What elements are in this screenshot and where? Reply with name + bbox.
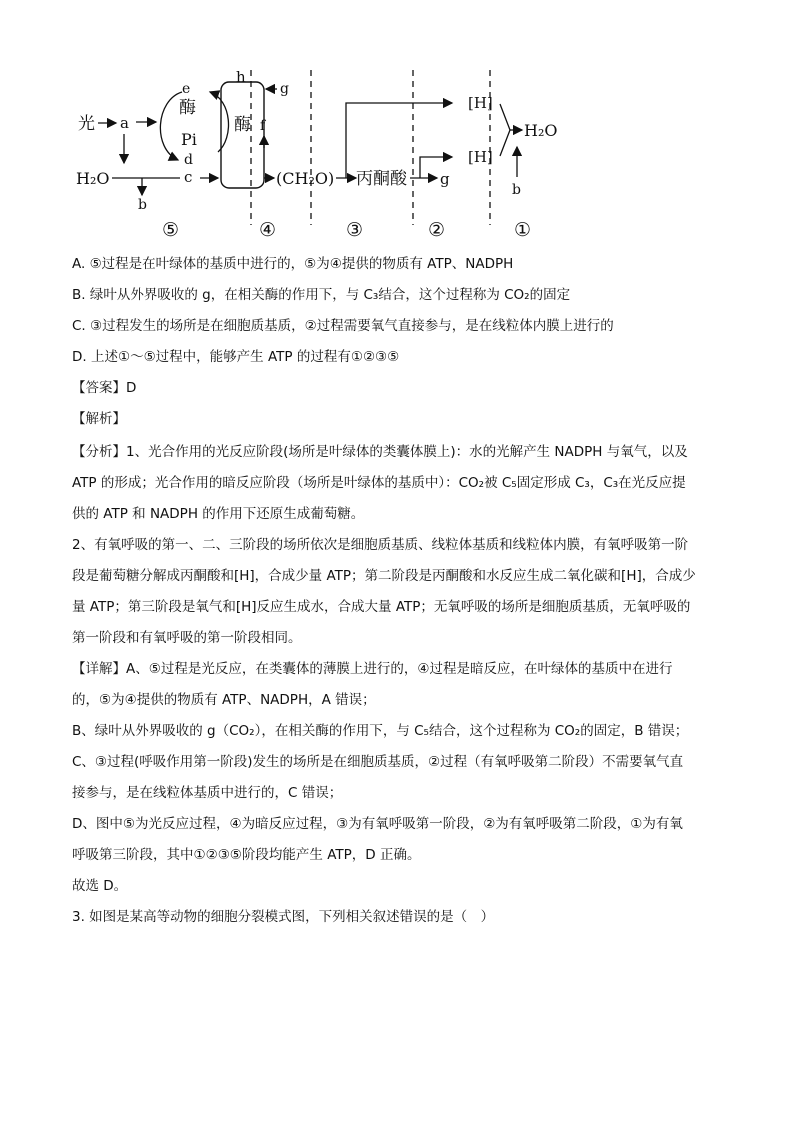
label-h-bracket-top: [H] [468,94,493,112]
option-c: C. ③过程发生的场所是在细胞质基质，②过程需要氧气直接参与，是在线粒体内膜上进行的 [72,318,614,334]
detail-line: C、③过程(呼吸作用第一阶段)发生的场所是在细胞质基质，②过程（有氧呼吸第二阶段）不需要氧气直 [72,754,684,770]
analysis-line: 供的 ATP 和 NADPH 的作用下还原生成葡萄糖。 [72,506,365,522]
analysis-line: 段是葡萄糖分解成丙酮酸和[H]，合成少量 ATP；第二阶段是丙酮酸和水反应生成二氧化碳和[H]，合成少 [72,568,696,584]
label-b-left: b [138,197,147,213]
analysis-paragraph-2 [72,530,722,654]
analysis-line: 【分析】1、光合作用的光反应阶段(场所是叶绿体的类囊体膜上)：水的光解产生 NADPH 与氧气，以及 [72,444,688,460]
label-pyruvate: 丙酮酸 [356,169,407,189]
analysis-line: 量 ATP；第三阶段是氧气和[H]反应生成水，合成大量 ATP；无氧呼吸的场所是细胞质基质，无氧呼吸的 [72,599,691,615]
h2o-right: H₂O [524,121,558,140]
h2o-left: H₂O [76,169,110,188]
detail-line: 接参与，是在线粒体基质中进行的，C 错误； [72,785,343,801]
label-b-right: b [512,182,521,198]
analysis-paragraph-1 [72,437,722,530]
detail-line: D、图中⑤为光反应过程，④为暗反应过程，③为有氧呼吸第一阶段，②为有氧呼吸第二阶段，①为有氧 [72,816,683,832]
stage-1-label: ① [514,219,532,241]
enzyme-label-1: 酶 [179,98,196,118]
stage-2-label: ② [428,219,446,241]
analysis-heading: 【解析】 [72,411,126,427]
label-h-bracket-bottom: [H] [468,148,493,166]
stage-3-label: ③ [346,219,364,241]
detail-line: B、绿叶从外界吸收的 g（CO₂），在相关酶的作用下，与 C₅结合，这个过程称为 CO₂的固定，B 错误； [72,723,689,739]
stage-4-label: ④ [259,219,277,241]
photosynthesis-respiration-diagram [60,60,600,250]
option-a: A. ⑤过程是在叶绿体的基质中进行的，⑤为④提供的物质有 ATP、NADPH [72,256,514,272]
analysis-line: 2、有氧呼吸的第一、二、三阶段的场所依次是细胞质基质、线粒体基质和线粒体内膜，有氧呼吸第一阶 [72,537,689,553]
label-f: f [260,118,266,134]
label-g-mid: g [440,170,450,188]
detail-paragraph [72,654,722,871]
enzyme-label-2: 酶 [234,115,251,135]
label-h: h [236,68,246,86]
detail-line: 【详解】A、⑤过程是光反应，在类囊体的薄膜上进行的，④过程是暗反应，在叶绿体的基质中在进行 [72,661,673,677]
conclusion-line: 故选 D。 [72,878,128,894]
next-question: 3. 如图是某高等动物的细胞分裂模式图，下列相关叙述错误的是（ ） [72,909,495,925]
detail-line: 的，⑤为④提供的物质有 ATP、NADPH，A 错误； [72,692,376,708]
light-label: 光 [78,114,95,134]
label-c: c [184,168,193,186]
label-a: a [120,114,129,132]
option-d: D. 上述①～⑤过程中，能够产生 ATP 的过程有①②③⑤ [72,349,400,365]
label-g-top: g [280,81,289,97]
label-pi: Pi [181,130,197,149]
option-b: B. 绿叶从外界吸收的 g，在相关酶的作用下，与 C₃结合，这个过程称为 CO₂的固定 [72,287,571,303]
label-e: e [182,81,191,97]
answer-line: 【答案】D [72,380,137,396]
label-ch2o: (CH₂O) [276,169,335,188]
label-d: d [184,152,193,168]
analysis-line: 第一阶段和有氧呼吸的第一阶段相同。 [72,630,302,646]
stage-5-label: ⑤ [162,219,180,241]
analysis-line: ATP 的形成；光合作用的暗反应阶段（场所是叶绿体的基质中）：CO₂被 C₅固定形成 C₃，C₃在光反应提 [72,475,686,491]
detail-line: 呼吸第三阶段，其中①②③⑤阶段均能产生 ATP，D 正确。 [72,847,421,863]
